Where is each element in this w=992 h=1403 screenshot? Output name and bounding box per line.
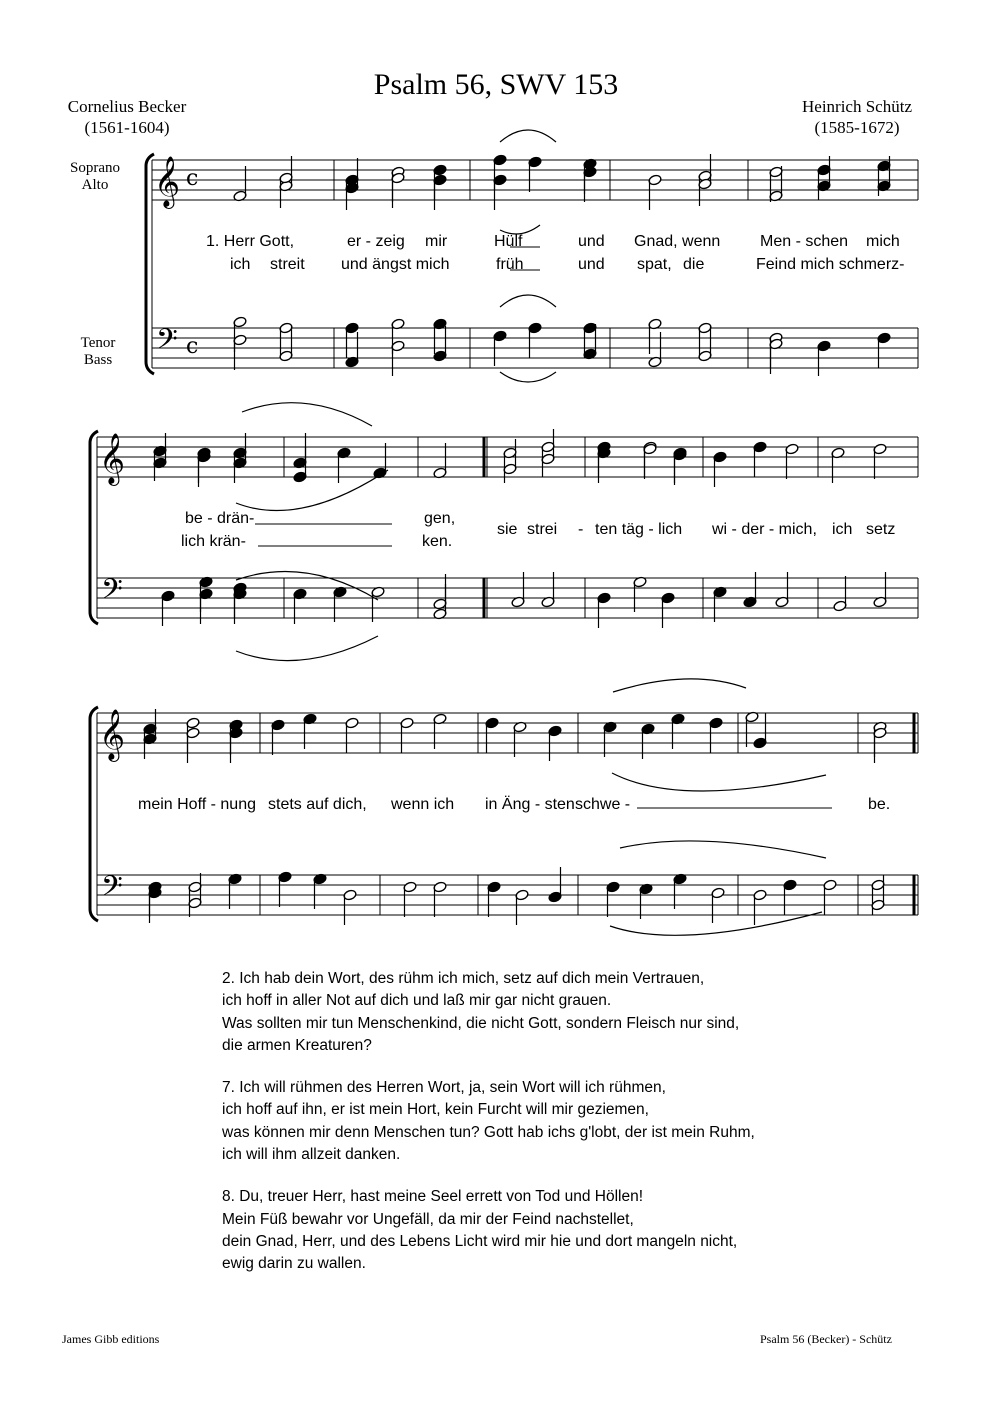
lyric: ken. [422, 533, 453, 550]
slur [500, 295, 556, 307]
lyric: mir [425, 233, 448, 250]
lyric: früh [496, 256, 524, 273]
lyric: ten täg - lich [595, 521, 683, 538]
verse-line: die armen Kreaturen? [222, 1036, 372, 1054]
lyric: schwe - [575, 796, 631, 813]
footer-publisher: James Gibb editions [62, 1332, 160, 1346]
lyric: be - drän- [185, 510, 255, 527]
lyric: mein Hoff - nung [138, 796, 256, 813]
lyric: wenn ich [391, 796, 455, 813]
lyric: lich krän- [181, 533, 246, 550]
clef-icon: 𝄢 [101, 573, 123, 613]
lyric: sie [497, 521, 518, 538]
verse-line: 7. Ich will rühmen des Herren Wort, ja, sein Wort will ich rühmen, [222, 1079, 666, 1097]
verse-line: ich hoff auf ihn, er ist mein Hort, kein Furcht will mir geziemen, [222, 1101, 649, 1119]
lyric: - [578, 521, 584, 538]
verse-line: dein Gnad, Herr, und des Lebens Licht wird mir hie und dort mangeln nicht, [222, 1232, 738, 1250]
lyric: stets auf dich, [268, 796, 367, 813]
voice-label-tenor: Tenor [80, 335, 116, 351]
composer-dates: (1585-1672) [814, 118, 900, 137]
verse-8 [222, 1186, 902, 1275]
verses-text [222, 968, 902, 1296]
lyric: in Äng - sten [485, 796, 575, 813]
lyric: Gnad, wenn [634, 233, 721, 250]
slur [242, 403, 372, 426]
time-signature: c [186, 166, 199, 191]
clef-icon: 𝄢 [156, 323, 178, 363]
lyric: er - zeig [347, 233, 405, 250]
voice-label-soprano: Soprano [70, 160, 120, 176]
lyric: be. [868, 796, 891, 813]
lyric: Hülf [494, 233, 523, 250]
slur [236, 636, 378, 661]
time-signature: c [186, 334, 199, 359]
slur [620, 841, 826, 858]
clef-icon: 𝄢 [101, 870, 123, 910]
voice-label-bass: Bass [83, 352, 113, 368]
lyric: gen, [424, 510, 456, 527]
lyric: Feind mich schmerz- [756, 256, 905, 273]
system-bracket [146, 154, 154, 374]
verse-line: ich will ihm allzeit danken. [222, 1146, 401, 1164]
clef-icon: 𝄞 [99, 433, 126, 484]
clef-icon: 𝄞 [154, 156, 181, 207]
verse-line: Mein Füß bewahr vor Ungefäll, da mir der Feind nachstellet, [222, 1210, 634, 1228]
clef-icon: 𝄞 [99, 709, 126, 760]
verse-line: 8. Du, treuer Herr, hast meine Seel errett von Tod und Höllen! [222, 1188, 644, 1206]
page-title: Psalm 56, SWV 153 [373, 68, 619, 101]
verse-2 [222, 968, 902, 1057]
poet-name: Cornelius Becker [67, 97, 187, 116]
lyric: die [683, 256, 705, 273]
lyric: mich [866, 233, 900, 250]
verse-line: ich hoff in aller Not auf dich und laß mir gar nicht grauen. [222, 992, 612, 1010]
verse-line: 2. Ich hab dein Wort, des rühm ich mich, setz auf dich mein Vertrauen, [222, 970, 705, 987]
lyric: ich [230, 256, 251, 273]
slur [612, 773, 826, 791]
lyric: wi - der - mich, [712, 521, 817, 538]
lyric: und [578, 233, 605, 250]
lyric: spat, [637, 256, 672, 273]
lyric: strei [527, 521, 558, 538]
lyric: setz [866, 521, 896, 538]
lyric: ich [832, 521, 853, 538]
voice-label-alto: Alto [81, 177, 109, 193]
lyric: streit [270, 256, 305, 273]
lyric: Men - schen [760, 233, 849, 250]
poet-dates: (1561-1604) [84, 118, 170, 137]
verse-line: Was sollten mir tun Menschenkind, die nicht Gott, sondern Fleisch nur sind, [222, 1014, 740, 1032]
footer-page-title: Psalm 56 (Becker) - Schütz [760, 1332, 892, 1346]
slur [613, 679, 746, 692]
slur [500, 130, 556, 142]
verse-line: was können mir denn Menschen tun? Gott hab ichs g'lobt, der ist mein Ruhm, [222, 1123, 755, 1141]
lyric: 1. Herr Gott, [206, 233, 295, 250]
composer-name: Heinrich Schütz [802, 97, 912, 116]
lyric: und [578, 256, 605, 273]
slur [236, 572, 378, 600]
slur [236, 470, 388, 511]
verse-line: ewig darin zu wallen. [222, 1255, 366, 1273]
lyric: und ängst mich [341, 256, 450, 273]
verse-7 [222, 1077, 902, 1166]
slur [500, 372, 556, 382]
